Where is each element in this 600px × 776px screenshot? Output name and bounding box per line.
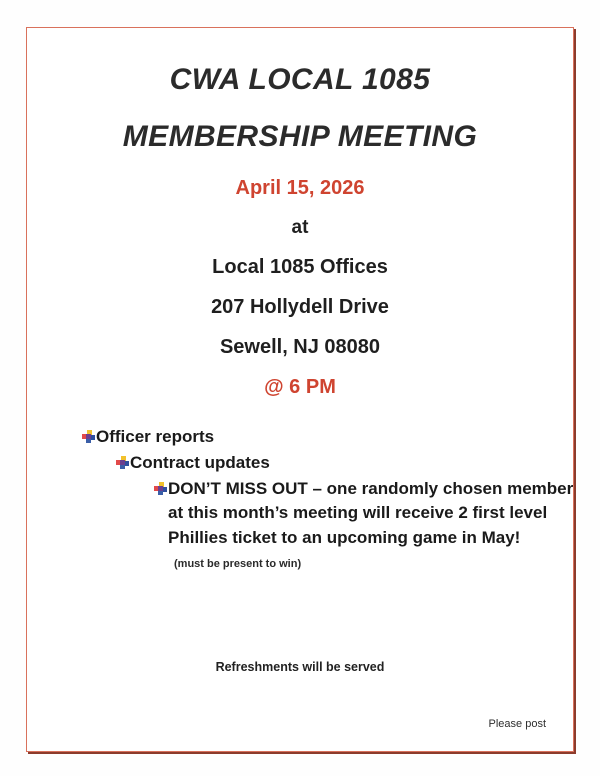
meeting-venue: Local 1085 Offices xyxy=(212,256,388,278)
agenda-item-label: Contract updates xyxy=(130,453,270,473)
pinwheel-bullet-icon xyxy=(116,456,129,469)
title-line-event: MEMBERSHIP MEETING xyxy=(122,120,478,153)
list-item xyxy=(154,477,574,574)
pinwheel-bullet-icon xyxy=(82,430,95,443)
flyer-content xyxy=(26,27,574,752)
please-post-note: Please post xyxy=(488,718,546,730)
agenda-item-label: Officer reports xyxy=(96,427,215,446)
meeting-time: @ 6 PM xyxy=(264,376,336,398)
agenda-item-note: (must be present to win) xyxy=(174,557,302,570)
agenda-list xyxy=(26,425,574,574)
meeting-street-address: 207 Hollydell Drive xyxy=(211,296,389,318)
meeting-date: April 15, 2026 xyxy=(235,177,365,199)
meeting-city-state-zip: Sewell, NJ 08080 xyxy=(219,336,381,358)
agenda-item-label xyxy=(168,477,574,574)
page-title xyxy=(26,65,574,152)
meeting-at-label: at xyxy=(291,217,309,238)
refreshments-note: Refreshments will be served xyxy=(215,659,385,674)
list-item xyxy=(82,425,574,449)
meeting-details xyxy=(26,178,574,397)
title-line-organization: CWA LOCAL 1085 xyxy=(169,63,431,96)
pinwheel-bullet-icon xyxy=(154,482,167,495)
list-item xyxy=(116,451,574,475)
agenda-item-text: DON’T MISS OUT – one randomly chosen member at this month’s meeting will receive 2 first level Phillies ticket to an upcoming game in May! xyxy=(168,479,574,547)
